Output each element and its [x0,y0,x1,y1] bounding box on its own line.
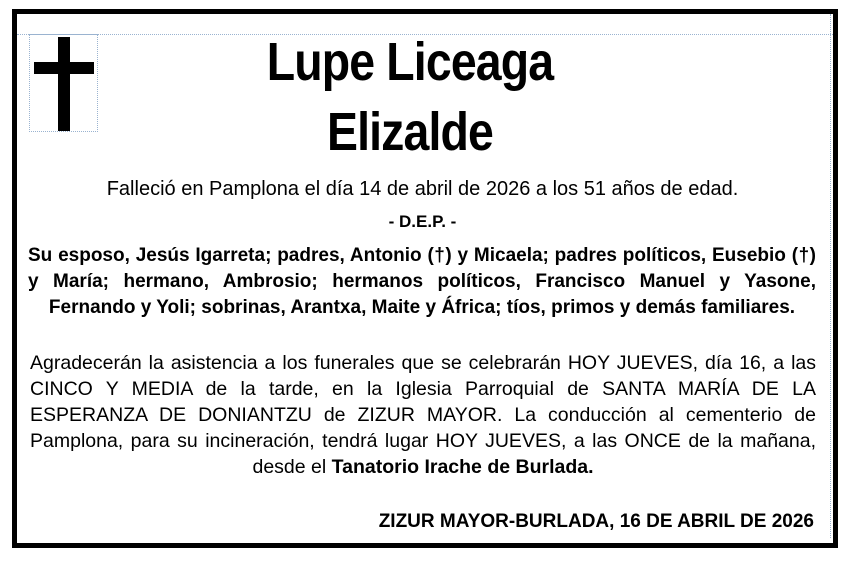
deceased-name-line2: Elizalde [326,102,494,162]
dep-label: - D.E.P. - [388,212,457,231]
death-notice: Falleció en Pamplona el día 14 de abril de 2026 a los 51 años de edad. [106,178,739,200]
funeral-place: Tanatorio Irache de Burlada. [331,456,594,478]
funeral-text: Agradecerán la asistencia a los funerales que se celebrarán HOY JUEVES, día 16, a las CINCO Y MEDIA de la tarde, en la Iglesia Parroquial de SANTA MARÍA DE LA ESPERANZA DE DONIANTZU de ZIZUR MAYOR. La conducción al cementerio de Pamplona, para su incineración, tendrá lugar HOY JUEVES, a las ONCE de la mañana, desde el [30,352,816,478]
deceased-name-line1: Lupe Liceaga [266,32,554,92]
guide-line-right [830,14,831,538]
family-list [28,243,816,321]
funeral-details [30,350,816,480]
cross-icon [30,35,99,133]
cross-icon-box [29,34,98,132]
family-text: Su esposo, Jesús Igarreta; padres, Antonio (†) y Micaela; padres políticos, Eusebio (†) y María; hermano, Ambrosio; hermanos políticos, Francisco Manuel y Yasone, Fernando y Yoli; sobrinas, Arantxa, Maite y África; tíos, primos y demás familiares. [28,245,816,318]
place-date-footer: ZIZUR MAYOR-BURLADA, 16 DE ABRIL DE 2026 [378,511,814,532]
